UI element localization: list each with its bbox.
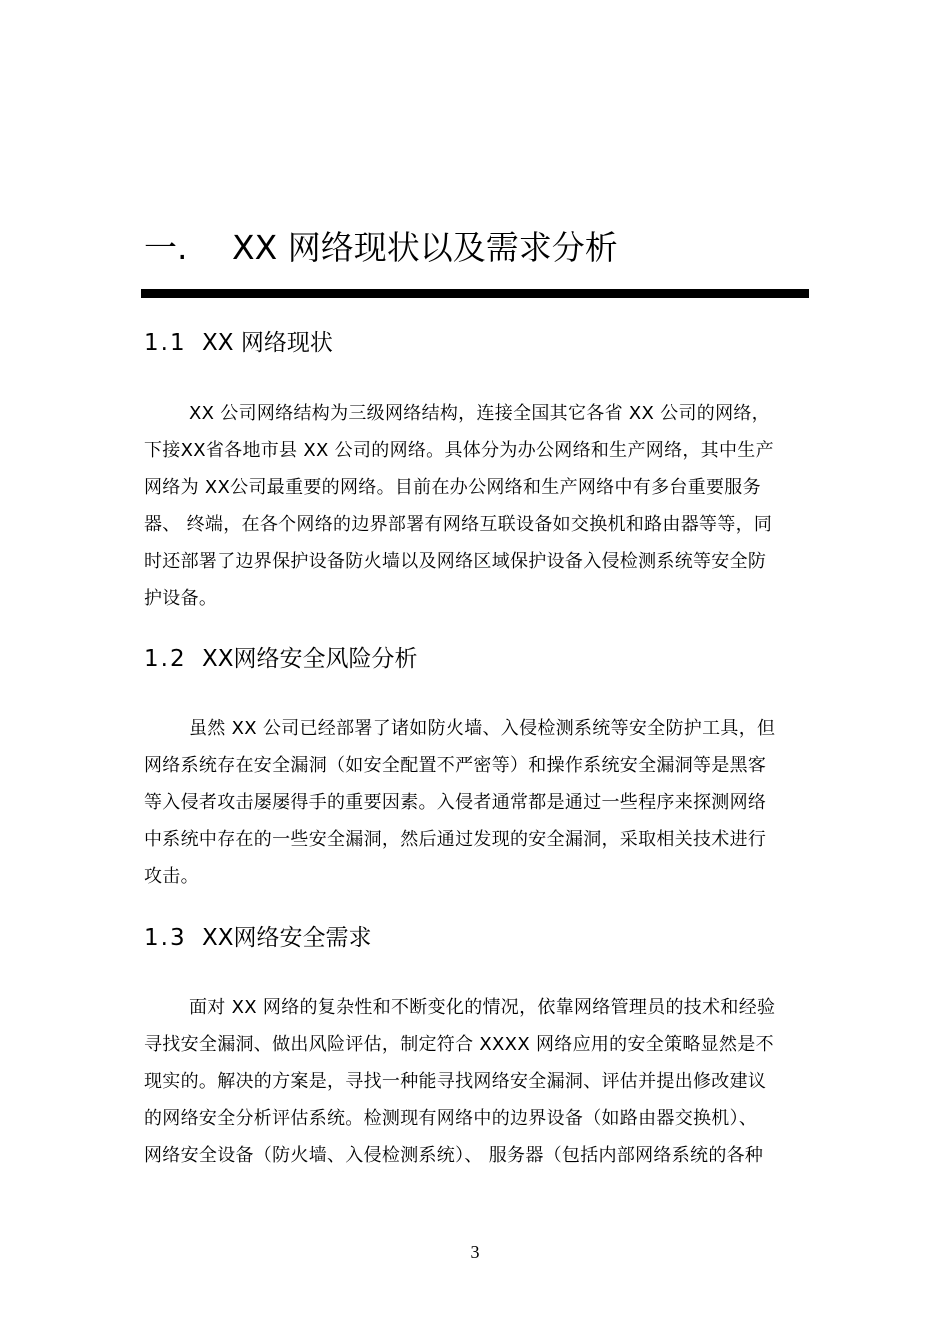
- section-body-1-3: 面对 XX 网络的复杂性和不断变化的情况，依靠网络管理员的技术和经验 寻找安全漏洞、做出风险评估，制定符合 XXXX 网络应用的安全策略显然是不 现实的。解决的方案是，寻找一种能寻找网络安全漏洞、评估并提出修改建议 的网络安全分析评估系统。检测现有网络中的边界设备（如路由器交换机）、 网络安全设备（防火墙、入侵检测系统）、 服务器（包括内部网络系统的各种: [144, 997, 776, 1166]
- section-number: 1.3: [144, 925, 187, 951]
- section-body-1-1: XX 公司网络结构为三级网络结构，连接全国其它各省 XX 公司的网络， 下接XX省各地市县 XX 公司的网络。具体分为办公网络和生产网络，其中生产 网络为 XX公司最重要的网络。目前在办公网络和生产网络中有多台重要服务 器、 终端，在各个网络的边界部署有网络互联设备如交换机和路由器等等，同 时还部署了边界保护设备防火墙以及网络区域保护设备入侵检测系统等安全防 护设备。: [144, 403, 774, 609]
- page-number: 3: [470, 1242, 480, 1262]
- section-title: XX 网络现状: [202, 330, 333, 356]
- section-number: 1.2: [144, 646, 187, 672]
- section-title: XX网络安全风险分析: [202, 646, 418, 672]
- chapter-title: XX 网络现状以及需求分析: [232, 228, 618, 267]
- section-body-1-2: 虽然 XX 公司已经部署了诸如防火墙、入侵检测系统等安全防护工具，但 网络系统存在安全漏洞（如安全配置不严密等）和操作系统安全漏洞等是黑客 等入侵者攻击屡屡得手的重要因素。入侵者通常都是通过一些程序来探测网络 中系统中存在的一些安全漏洞，然后通过发现的安全漏洞，采取相关技术进行 攻击。: [144, 718, 776, 887]
- section-number: 1.1: [144, 330, 187, 356]
- section-heading-1-1: [144, 326, 808, 360]
- section-heading-1-2: [144, 642, 808, 676]
- section-heading-1-3: [144, 921, 808, 955]
- chapter-heading: [144, 224, 808, 272]
- chapter-number: 一.: [144, 228, 188, 267]
- section-title: XX网络安全需求: [202, 925, 372, 951]
- heading-rule: [141, 289, 809, 298]
